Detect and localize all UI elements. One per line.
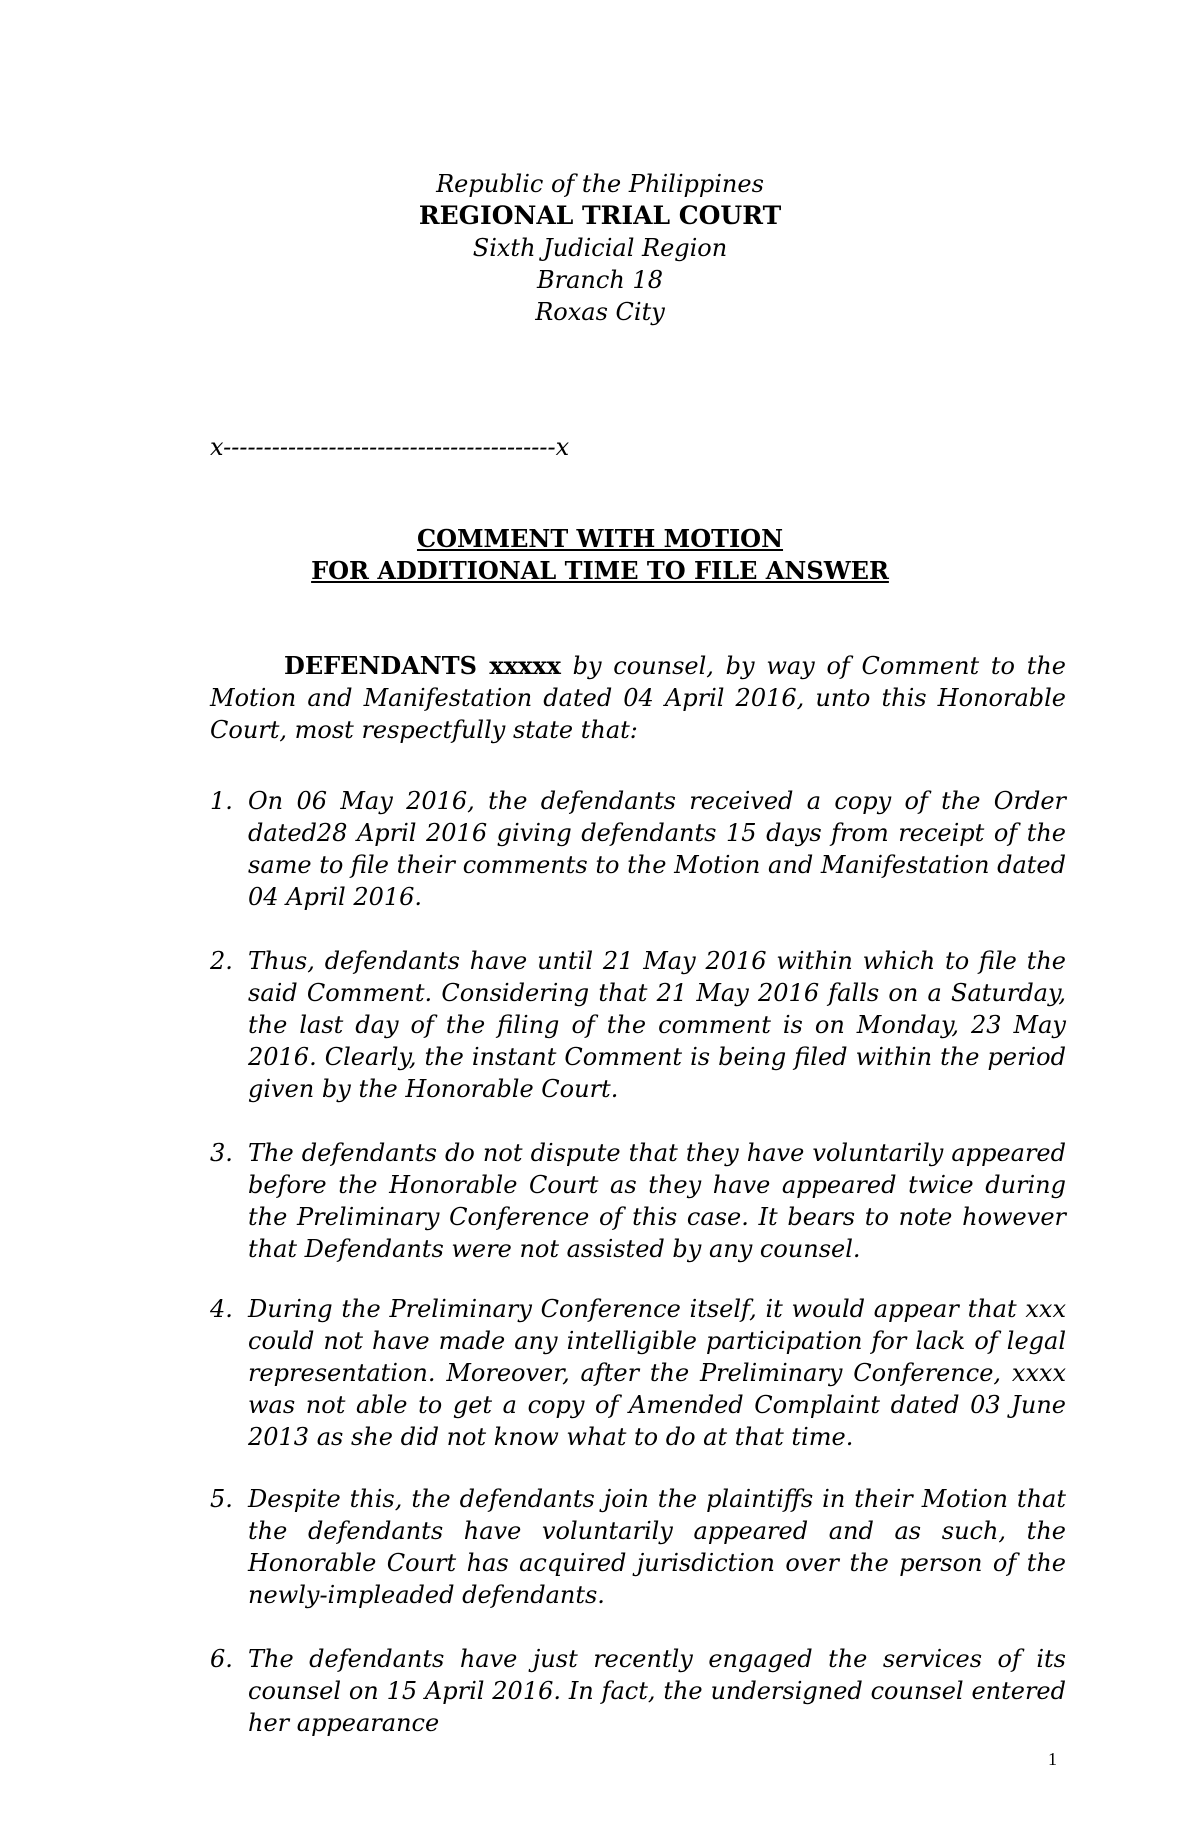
paragraph-item bbox=[210, 785, 1066, 913]
header-city: Roxas City bbox=[535, 298, 665, 326]
intro-lead: DEFENDANTS xxxxx bbox=[284, 651, 561, 680]
paragraph-text: Despite this, the defendants join the plaintiffs in their Motion that the defendants have voluntarily appeared and as such, the Honorable Court has acquired jurisdiction over the person of the newly-impleaded defendants. bbox=[248, 1485, 1066, 1609]
paragraph-text: During the Preliminary Conference itself, it would appear that xxx could not have made any intelligible participation for lack of legal representation. Moreover, after the Preliminary Conference, xxxx was not able to get a copy of Amended Complaint dated 03 June 2013 as she did not know what to do at that time. bbox=[248, 1295, 1066, 1451]
header-court-name: REGIONAL TRIAL COURT bbox=[418, 201, 782, 230]
title-line-1: COMMENT WITH MOTION bbox=[416, 524, 784, 553]
paragraph-item bbox=[210, 1483, 1066, 1611]
paragraph-number: 3. bbox=[210, 1139, 233, 1167]
title-line-2: FOR ADDITIONAL TIME TO FILE ANSWER bbox=[311, 556, 889, 585]
paragraph-number: 2. bbox=[210, 947, 233, 975]
paragraph-text: Thus, defendants have until 21 May 2016 within which to file the said Comment. Considering that 21 May 2016 falls on a Saturday, the last day of the filing of the comment is on Monday, 23 May 2016. Clearly, the instant Comment is being filed within the period given by the Honorable Court. bbox=[248, 947, 1066, 1103]
paragraph-text: On 06 May 2016, the defendants received a copy of the Order dated28 April 2016 giving defendants 15 days from receipt of the same to file their comments to the Motion and Manifestation dated 04 April 2016. bbox=[248, 787, 1066, 911]
header-branch: Branch 18 bbox=[537, 266, 663, 294]
paragraph-text: The defendants have just recently engaged the services of its counsel on 15 April 2016. In fact, the undersigned counsel entered her appearance bbox=[248, 1645, 1066, 1737]
paragraph-number: 6. bbox=[210, 1645, 233, 1673]
case-caption-divider: x-----------------------------------------x bbox=[210, 433, 570, 461]
paragraph-number: 4. bbox=[210, 1295, 233, 1323]
paragraph-item bbox=[210, 1643, 1066, 1739]
numbered-paragraphs bbox=[210, 785, 1066, 1739]
paragraph-text: The defendants do not dispute that they have voluntarily appeared before the Honorable Court as they have appeared twice during the Preliminary Conference of this case. It bears to note however that Defendants were not assisted by any counsel. bbox=[248, 1139, 1066, 1263]
court-header bbox=[0, 168, 1200, 328]
intro-text: by counsel, by way of Comment to the Motion and Manifestation dated 04 April 2016, unto this Honorable Court, most respectfully state that: bbox=[210, 652, 1066, 744]
page-number: 1 bbox=[1048, 1749, 1057, 1769]
document-title bbox=[0, 523, 1200, 587]
paragraph-number: 1. bbox=[210, 787, 233, 815]
paragraph-item bbox=[210, 945, 1066, 1105]
intro-paragraph bbox=[210, 650, 1066, 746]
header-region: Sixth Judicial Region bbox=[472, 234, 728, 262]
paragraph-item bbox=[210, 1137, 1066, 1265]
paragraph-item bbox=[210, 1293, 1066, 1453]
paragraph-number: 5. bbox=[210, 1485, 233, 1513]
header-republic: Republic of the Philippines bbox=[436, 170, 764, 198]
